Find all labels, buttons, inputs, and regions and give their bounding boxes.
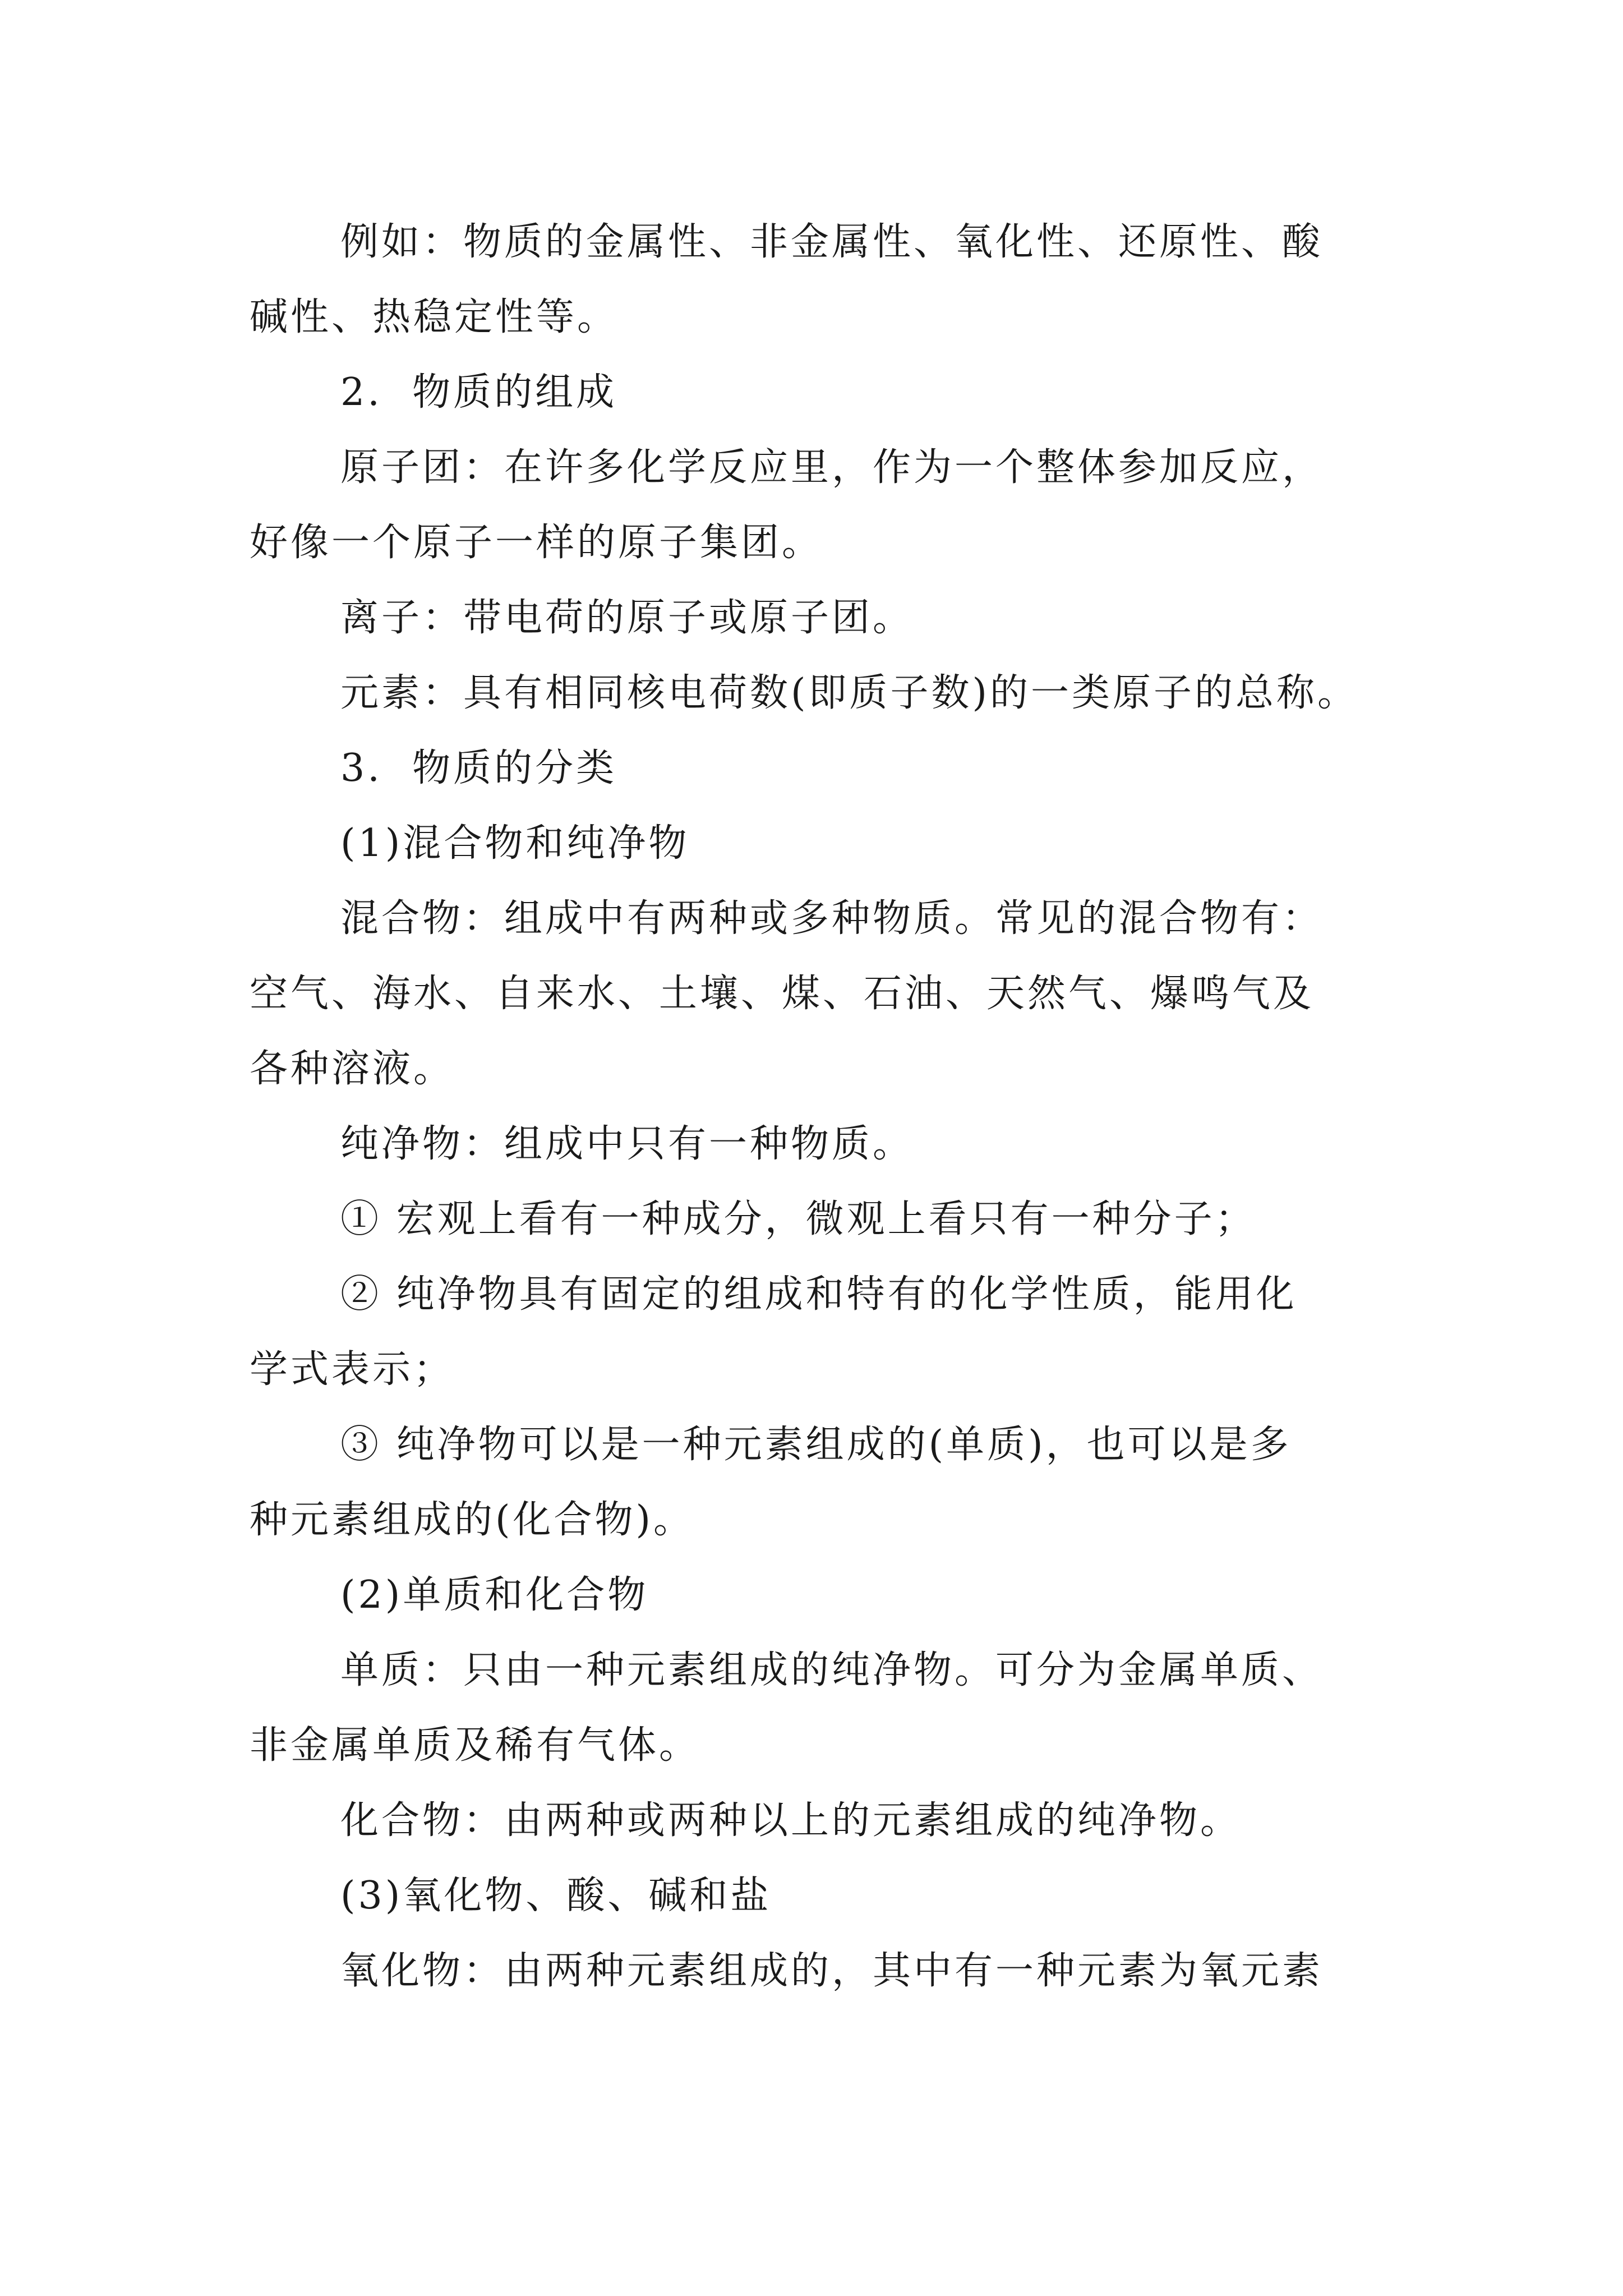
section-heading: 3. 物质的分类 [340,746,617,790]
text-line: 混合物：组成中有两种或多种物质。常见的混合物有： [340,896,1324,941]
text-line: 原子团：在许多化学反应里，作为一个整体参加反应， [340,445,1324,490]
subsection-heading: (1)混合物和纯净物 [340,821,690,866]
text-line: 好像一个原子一样的原子集团。 [250,521,823,565]
section-heading: 2. 物质的组成 [340,370,617,415]
text-line: 氧化物：由两种元素组成的，其中有一种元素为氧元素 [340,1949,1324,1993]
list-item: ② 纯净物具有固定的组成和特有的化学性质，能用化 [340,1272,1297,1317]
text-line: 化合物：由两种或两种以上的元素组成的纯净物。 [340,1798,1242,1843]
text-line: 碱性、热稳定性等。 [250,295,619,339]
list-item: ③ 纯净物可以是一种元素组成的(单质)，也可以是多 [340,1423,1292,1467]
text-line: 纯净物：组成中只有一种物质。 [340,1122,914,1166]
text-line: 种元素组成的(化合物)。 [250,1498,695,1542]
text-line: 空气、海水、自来水、土壤、煤、石油、天然气、爆鸣气及 [250,972,1315,1016]
text-line: 离子：带电荷的原子或原子团。 [340,596,914,640]
text-line: 元素：具有相同核电荷数(即质子数)的一类原子的总称。 [340,671,1359,715]
text-line: 学式表示； [250,1347,455,1392]
list-item: ① 宏观上看有一种成分，微观上看只有一种分子； [340,1197,1256,1241]
text-line: 单质：只由一种元素组成的纯净物。可分为金属单质、 [340,1648,1324,1692]
text-line: 例如：物质的金属性、非金属性、氧化性、还原性、酸 [340,220,1324,264]
subsection-heading: (3)氧化物、酸、碱和盐 [340,1874,772,1918]
subsection-heading: (2)单质和化合物 [340,1573,649,1617]
text-line: 非金属单质及稀有气体。 [250,1723,700,1768]
text-line: 各种溶液。 [250,1047,455,1091]
